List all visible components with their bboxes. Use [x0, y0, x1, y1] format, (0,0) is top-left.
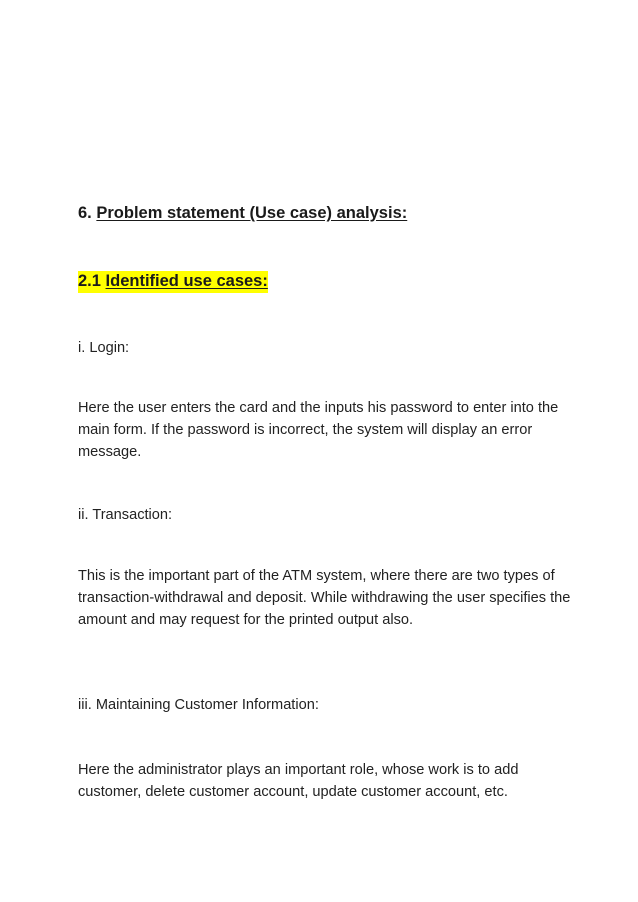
use-case-heading-login: i. Login: [78, 340, 130, 356]
use-case-heading-transaction: ii. Transaction: [78, 507, 173, 523]
use-case-body-customer-info: Here the administrator plays an important role, whose work is to add customer, delete customer account, update customer account, etc. [78, 762, 519, 800]
subsection-highlight [78, 271, 268, 293]
section-heading [78, 201, 578, 225]
subsection-number: 2.1 [78, 272, 101, 290]
use-case-body-login: Here the user enters the card and the inputs his password to enter into the main form. If the password is incorrect, the system will display an error message. [78, 400, 559, 460]
subsection-title: Identified use cases: [105, 272, 268, 290]
use-case-heading-customer-info: iii. Maintaining Customer Information: [78, 697, 319, 713]
subsection-heading [78, 269, 578, 293]
section-title: Problem statement (Use case) analysis: [96, 204, 408, 222]
use-case-body-transaction: This is the important part of the ATM system, where there are two types of transaction-withdrawal and deposit. While withdrawing the user specifies the amount and may request for the printed output also. [78, 568, 571, 628]
section-number: 6. [78, 204, 92, 222]
